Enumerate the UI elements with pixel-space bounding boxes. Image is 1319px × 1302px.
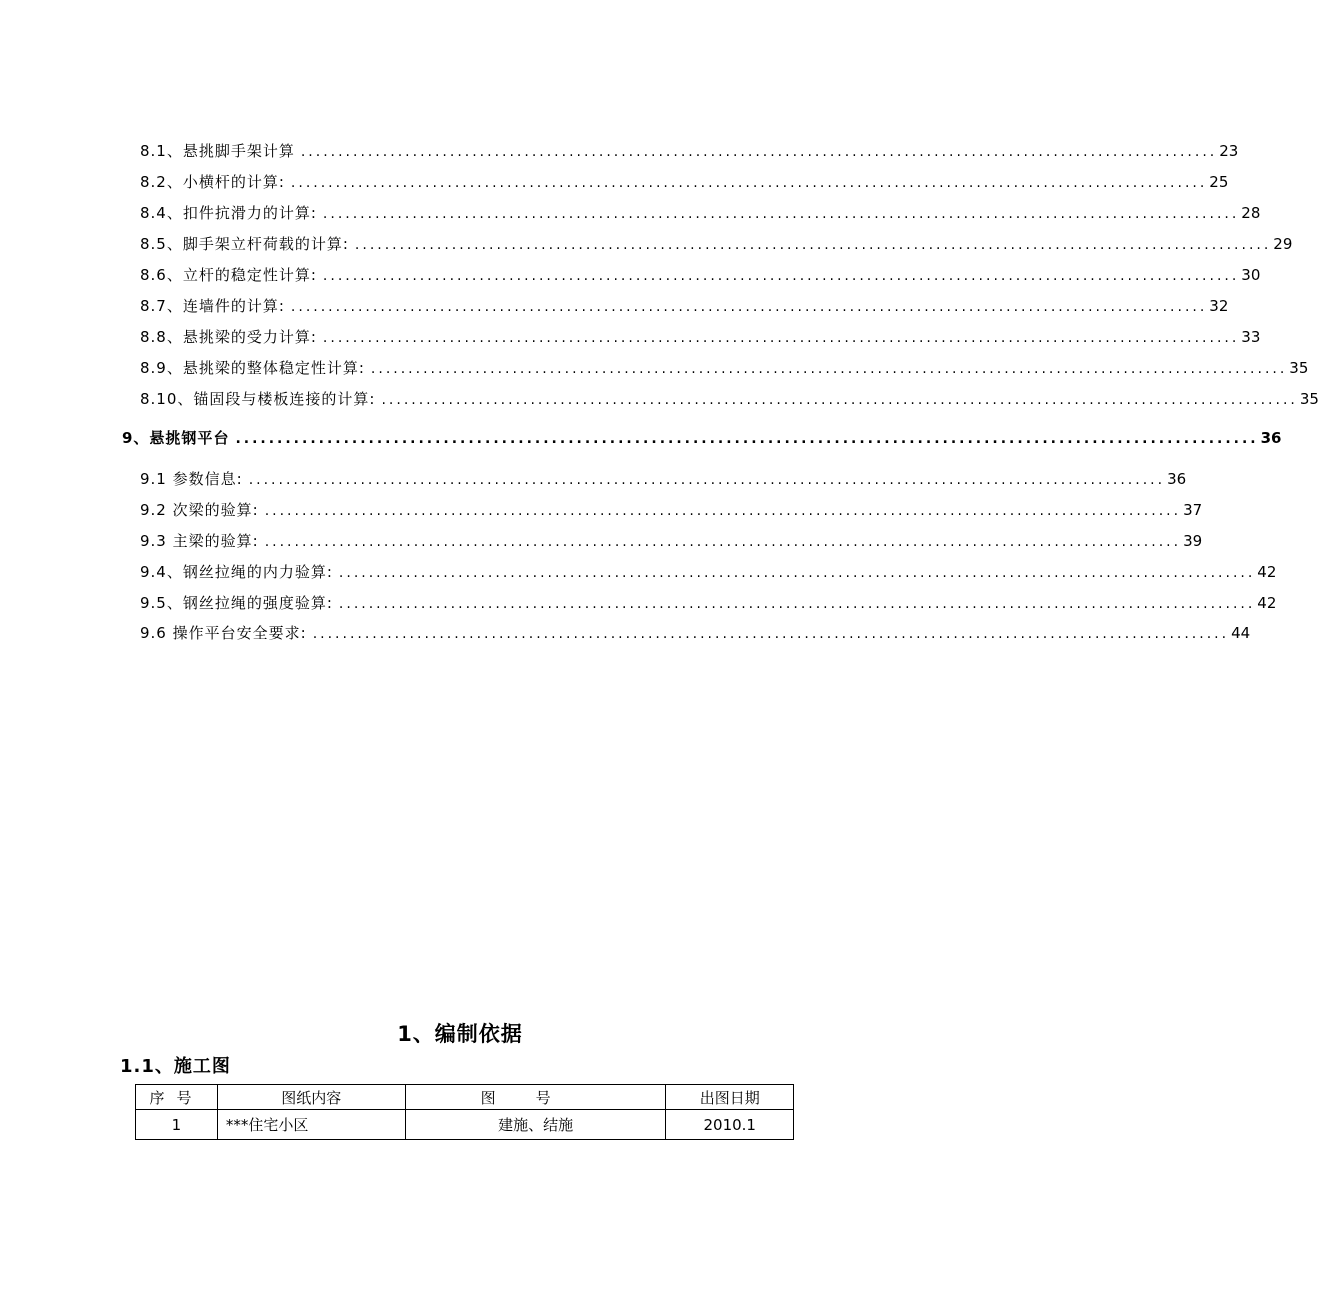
toc-entry-page: 29 [1273, 235, 1293, 253]
toc-dot-leader: ........................................................................................................................... [264, 534, 1182, 550]
toc-entry-label: 9、悬挑钢平台 [122, 429, 230, 447]
toc-entry[interactable] [140, 264, 1261, 286]
column-header-drawing-number: 图号 [405, 1085, 666, 1110]
toc-dot-leader: ........................................................................................................................... [322, 268, 1240, 284]
toc-entry-page: 30 [1241, 266, 1261, 284]
toc-dot-leader: ........................................................................................................................... [338, 596, 1256, 612]
toc-entry-label: 9.1 参数信息: [140, 470, 243, 488]
toc-entry[interactable] [140, 202, 1261, 224]
toc-entry-label: 8.2、小横杆的计算: [140, 173, 285, 191]
table-header-row [136, 1085, 794, 1110]
toc-dot-leader: ........................................................................................................................... [290, 175, 1208, 191]
toc-entry[interactable] [140, 468, 1187, 490]
toc-entry-label: 8.1、悬挑脚手架计算 [140, 142, 295, 160]
toc-entry-page: 37 [1183, 501, 1203, 519]
toc-entry[interactable] [140, 622, 1251, 644]
toc-entry-chapter[interactable] [122, 427, 1282, 449]
toc-entry-page: 32 [1209, 297, 1229, 315]
toc-entry-label: 8.8、悬挑梁的受力计算: [140, 328, 317, 346]
toc-entry[interactable] [140, 326, 1261, 348]
toc-entry-page: 44 [1231, 624, 1251, 642]
toc-entry-label: 8.5、脚手架立杆荷载的计算: [140, 235, 349, 253]
toc-dot-leader: ........................................................................................................................... [370, 361, 1288, 377]
toc-entry-page: 35 [1299, 390, 1319, 408]
toc-entry-page: 35 [1289, 359, 1309, 377]
toc-entry-page: 25 [1209, 173, 1229, 191]
toc-entry[interactable] [140, 140, 1239, 162]
toc-entry[interactable] [140, 233, 1293, 255]
toc-entry-page: 39 [1183, 532, 1203, 550]
toc-entry-page: 28 [1241, 204, 1261, 222]
toc-dot-leader: ........................................................................................................................... [322, 206, 1240, 222]
table-cell-index: 1 [136, 1110, 218, 1140]
table-row [136, 1110, 794, 1140]
toc-entry-label: 9.4、钢丝拉绳的内力验算: [140, 563, 333, 581]
toc-entry-label: 8.4、扣件抗滑力的计算: [140, 204, 317, 222]
table-cell-drawing-number: 建施、结施 [405, 1110, 666, 1140]
toc-dot-leader: ........................................................................................................................... [338, 565, 1256, 581]
table-cell-content: ***住宅小区 [217, 1110, 405, 1140]
toc-entry-page: 42 [1257, 594, 1277, 612]
toc-entry[interactable] [140, 499, 1203, 521]
toc-entry-page: 33 [1241, 328, 1261, 346]
toc-dot-leader: ........................................................................................................................... [290, 299, 1208, 315]
toc-entry[interactable] [140, 171, 1229, 193]
toc-dot-leader: ........................................................................................................................... [381, 392, 1298, 408]
column-header-index: 序号 [136, 1085, 218, 1110]
toc-dot-leader: ........................................................................................................................... [264, 503, 1182, 519]
table-cell-issue-date: 2010.1 [666, 1110, 794, 1140]
toc-entry[interactable] [140, 295, 1229, 317]
toc-entry-page: 42 [1257, 563, 1277, 581]
toc-entry-label: 9.5、钢丝拉绳的强度验算: [140, 594, 333, 612]
toc-entry-label: 9.6 操作平台安全要求: [140, 624, 307, 642]
toc-dot-leader: ........................................................................................................................... [248, 472, 1166, 488]
toc-dot-leader: ........................................................................................................................... [235, 431, 1259, 447]
column-header-content: 图纸内容 [217, 1085, 405, 1110]
toc-entry-label: 8.9、悬挑梁的整体稳定性计算: [140, 359, 365, 377]
toc-dot-leader: ........................................................................................................................... [354, 237, 1272, 253]
section-heading: 1、编制依据 [397, 1022, 523, 1046]
toc-entry-page: 23 [1219, 142, 1239, 160]
toc-entry-label: 9.2 次梁的验算: [140, 501, 259, 519]
toc-entry[interactable] [140, 357, 1309, 379]
toc-entry-label: 8.10、锚固段与楼板连接的计算: [140, 390, 376, 408]
subsection-heading: 1.1、施工图 [120, 1056, 231, 1077]
toc-entry-page: 36 [1260, 429, 1282, 447]
toc-entry-label: 8.7、连墙件的计算: [140, 297, 285, 315]
toc-entry-label: 8.6、立杆的稳定性计算: [140, 266, 317, 284]
toc-entry[interactable] [140, 530, 1203, 552]
column-header-issue-date: 出图日期 [666, 1085, 794, 1110]
toc-entry-page: 36 [1167, 470, 1187, 488]
toc-dot-leader: ........................................................................................................................... [322, 330, 1240, 346]
toc-dot-leader: ........................................................................................................................... [300, 144, 1218, 160]
toc-entry[interactable] [140, 388, 1319, 410]
toc-entry-label: 9.3 主梁的验算: [140, 532, 259, 550]
toc-entry[interactable] [140, 592, 1277, 614]
toc-dot-leader: ........................................................................................................................... [312, 626, 1230, 642]
toc-entry[interactable] [140, 561, 1277, 583]
drawings-table [135, 1084, 794, 1140]
